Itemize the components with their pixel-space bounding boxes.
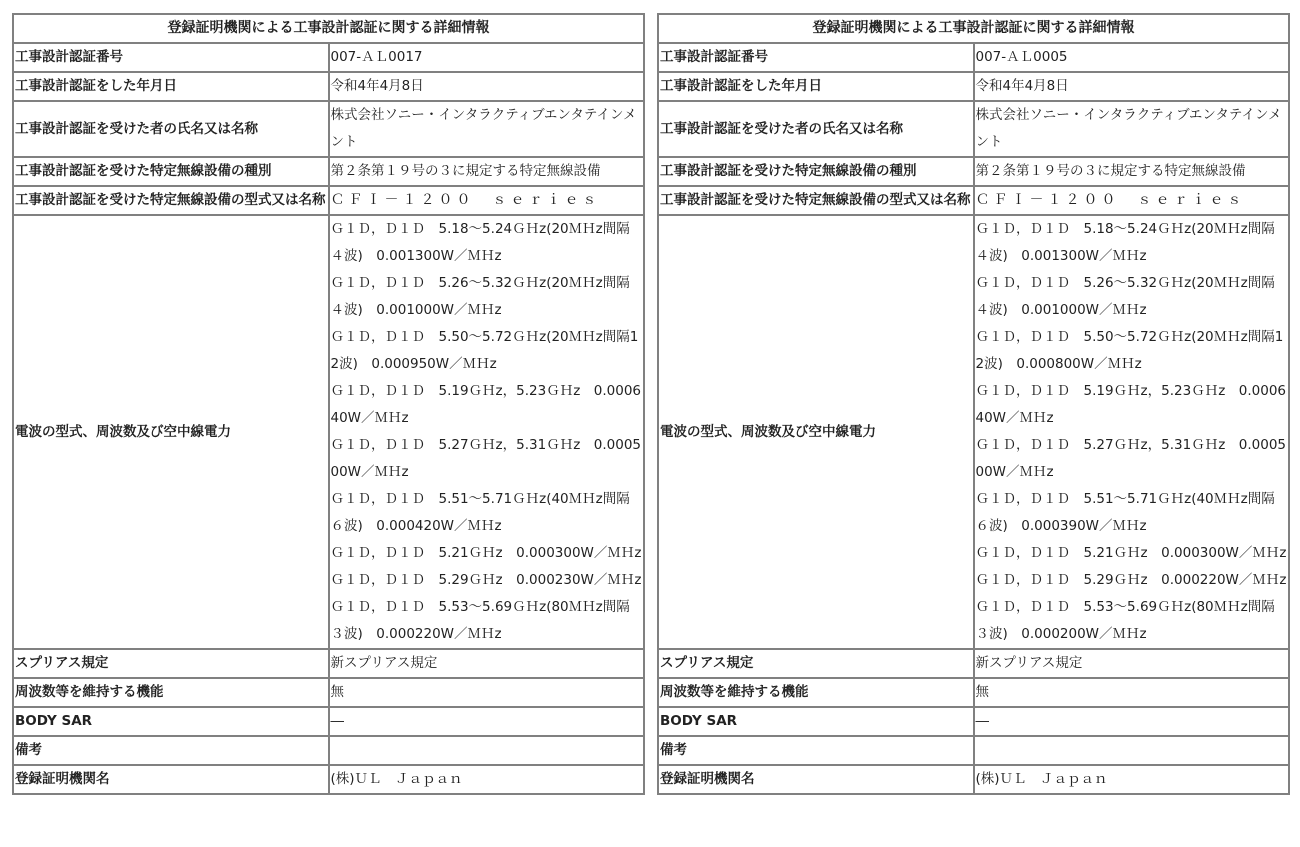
- radio-spec-line: Ｇ１Ｄ，Ｄ１Ｄ 5.27ＧＨz，5.31ＧＨz 0.000500W／ＭＨz: [975, 437, 1287, 480]
- radio-spec-line: Ｇ１Ｄ，Ｄ１Ｄ 5.51～5.71ＧＨz(40ＭＨz間隔６波) 0.000420W／ＭＨz: [330, 491, 630, 534]
- spurious-value: 新スプリアス規定: [329, 649, 645, 678]
- table-row: [658, 43, 1289, 72]
- freq-maintain-value: 無: [974, 678, 1290, 707]
- remarks-label: 備考: [13, 736, 329, 765]
- table-row: [658, 649, 1289, 678]
- spurious-value: 新スプリアス規定: [974, 649, 1290, 678]
- table-title-row: [658, 14, 1289, 43]
- table-row: [13, 43, 644, 72]
- cert-number-value: 007-ＡＬ0017: [329, 43, 645, 72]
- radio-spec-line: Ｇ１Ｄ，Ｄ１Ｄ 5.18～5.24ＧＨz(20ＭＨz間隔４波) 0.001300W／ＭＨz: [330, 221, 630, 264]
- body-sar-value: ―: [974, 707, 1290, 736]
- table-title: 登録証明機関による工事設計認証に関する詳細情報: [13, 14, 644, 43]
- table-row: [658, 186, 1289, 215]
- radio-spec-line: Ｇ１Ｄ，Ｄ１Ｄ 5.53～5.69ＧＨz(80ＭＨz間隔３波) 0.000200W／ＭＨz: [975, 599, 1275, 642]
- body-sar-label: BODY SAR: [13, 707, 329, 736]
- radio-spec-value: [974, 215, 1290, 649]
- radio-spec-line: Ｇ１Ｄ，Ｄ１Ｄ 5.50～5.72ＧＨz(20ＭＨz間隔12波) 0.000950W／ＭＨz: [330, 329, 639, 372]
- radio-spec-line: Ｇ１Ｄ，Ｄ１Ｄ 5.29ＧＨz 0.000220W／ＭＨz: [975, 572, 1287, 588]
- table-row: [658, 101, 1289, 157]
- radio-spec-line: Ｇ１Ｄ，Ｄ１Ｄ 5.50～5.72ＧＨz(20ＭＨz間隔12波) 0.000800W／ＭＨz: [975, 329, 1284, 372]
- table-row: [658, 707, 1289, 736]
- table-row: [13, 649, 644, 678]
- radio-spec-line: Ｇ１Ｄ，Ｄ１Ｄ 5.51～5.71ＧＨz(40ＭＨz間隔６波) 0.000390W／ＭＨz: [975, 491, 1275, 534]
- equipment-type-label: 工事設計認証を受けた特定無線設備の種別: [13, 157, 329, 186]
- radio-spec-line: Ｇ１Ｄ，Ｄ１Ｄ 5.21ＧＨz 0.000300W／ＭＨz: [975, 545, 1287, 561]
- holder-value: 株式会社ソニー・インタラクティブエンタテインメント: [329, 101, 645, 157]
- equipment-type-label: 工事設計認証を受けた特定無線設備の種別: [658, 157, 974, 186]
- cert-detail-table: [12, 13, 645, 795]
- cert-body-value: (株)ＵＬ Ｊａｐａｎ: [974, 765, 1290, 794]
- table-row: [13, 72, 644, 101]
- holder-label: 工事設計認証を受けた者の氏名又は名称: [13, 101, 329, 157]
- radio-spec-line: Ｇ１Ｄ，Ｄ１Ｄ 5.19ＧＨz，5.23ＧＨz 0.000640W／ＭＨz: [975, 383, 1287, 426]
- remarks-label: 備考: [658, 736, 974, 765]
- table-row: [13, 765, 644, 794]
- cert-date-value: 令和4年4月8日: [974, 72, 1290, 101]
- radio-spec-line: Ｇ１Ｄ，Ｄ１Ｄ 5.18～5.24ＧＨz(20ＭＨz間隔４波) 0.001300W／ＭＨz: [975, 221, 1275, 264]
- table-row: [658, 157, 1289, 186]
- cert-date-label: 工事設計認証をした年月日: [658, 72, 974, 101]
- cert-number-value: 007-ＡＬ0005: [974, 43, 1290, 72]
- table-row: [658, 72, 1289, 101]
- model-label: 工事設計認証を受けた特定無線設備の型式又は名称: [658, 186, 974, 215]
- equipment-type-value: 第２条第１９号の３に規定する特定無線設備: [974, 157, 1290, 186]
- remarks-value: [974, 736, 1290, 765]
- cert-body-value: (株)ＵＬ Ｊａｐａｎ: [329, 765, 645, 794]
- radio-spec-line: Ｇ１Ｄ，Ｄ１Ｄ 5.27ＧＨz，5.31ＧＨz 0.000500W／ＭＨz: [330, 437, 642, 480]
- cert-date-value: 令和4年4月8日: [329, 72, 645, 101]
- table-row: [13, 186, 644, 215]
- radio-spec-label: 電波の型式、周波数及び空中線電力: [658, 215, 974, 649]
- spurious-label: スプリアス規定: [658, 649, 974, 678]
- cert-date-label: 工事設計認証をした年月日: [13, 72, 329, 101]
- holder-label: 工事設計認証を受けた者の氏名又は名称: [658, 101, 974, 157]
- cert-body-label: 登録証明機関名: [658, 765, 974, 794]
- freq-maintain-label: 周波数等を維持する機能: [13, 678, 329, 707]
- freq-maintain-value: 無: [329, 678, 645, 707]
- holder-value: 株式会社ソニー・インタラクティブエンタテインメント: [974, 101, 1290, 157]
- equipment-type-value: 第２条第１９号の３に規定する特定無線設備: [329, 157, 645, 186]
- table-row: [658, 736, 1289, 765]
- model-label: 工事設計認証を受けた特定無線設備の型式又は名称: [13, 186, 329, 215]
- table-row: [13, 157, 644, 186]
- cert-detail-panel-right: [657, 13, 1290, 795]
- body-sar-label: BODY SAR: [658, 707, 974, 736]
- cert-body-label: 登録証明機関名: [13, 765, 329, 794]
- cert-number-label: 工事設計認証番号: [658, 43, 974, 72]
- model-value: ＣＦＩ－１２００ ｓｅｒｉｅｓ: [974, 186, 1290, 215]
- cert-number-label: 工事設計認証番号: [13, 43, 329, 72]
- radio-spec-line: Ｇ１Ｄ，Ｄ１Ｄ 5.29ＧＨz 0.000230W／ＭＨz: [330, 572, 642, 588]
- table-row: [13, 101, 644, 157]
- radio-spec-line: Ｇ１Ｄ，Ｄ１Ｄ 5.26～5.32ＧＨz(20ＭＨz間隔４波) 0.001000W／ＭＨz: [975, 275, 1275, 318]
- cert-detail-panel-left: [12, 13, 645, 795]
- radio-spec-line: Ｇ１Ｄ，Ｄ１Ｄ 5.19ＧＨz，5.23ＧＨz 0.000640W／ＭＨz: [330, 383, 642, 426]
- radio-spec-line: Ｇ１Ｄ，Ｄ１Ｄ 5.53～5.69ＧＨz(80ＭＨz間隔３波) 0.000220W／ＭＨz: [330, 599, 630, 642]
- table-row: [13, 707, 644, 736]
- table-row: [13, 215, 644, 649]
- table-row: [658, 678, 1289, 707]
- table-row: [13, 736, 644, 765]
- model-value: ＣＦＩ－１２００ ｓｅｒｉｅｓ: [329, 186, 645, 215]
- spurious-label: スプリアス規定: [13, 649, 329, 678]
- table-row: [13, 678, 644, 707]
- radio-spec-line: Ｇ１Ｄ，Ｄ１Ｄ 5.21ＧＨz 0.000300W／ＭＨz: [330, 545, 642, 561]
- radio-spec-value: [329, 215, 645, 649]
- table-row: [658, 765, 1289, 794]
- table-title: 登録証明機関による工事設計認証に関する詳細情報: [658, 14, 1289, 43]
- radio-spec-label: 電波の型式、周波数及び空中線電力: [13, 215, 329, 649]
- body-sar-value: ―: [329, 707, 645, 736]
- cert-detail-table: [657, 13, 1290, 795]
- table-row: [658, 215, 1289, 649]
- table-title-row: [13, 14, 644, 43]
- radio-spec-line: Ｇ１Ｄ，Ｄ１Ｄ 5.26～5.32ＧＨz(20ＭＨz間隔４波) 0.001000W／ＭＨz: [330, 275, 630, 318]
- remarks-value: [329, 736, 645, 765]
- freq-maintain-label: 周波数等を維持する機能: [658, 678, 974, 707]
